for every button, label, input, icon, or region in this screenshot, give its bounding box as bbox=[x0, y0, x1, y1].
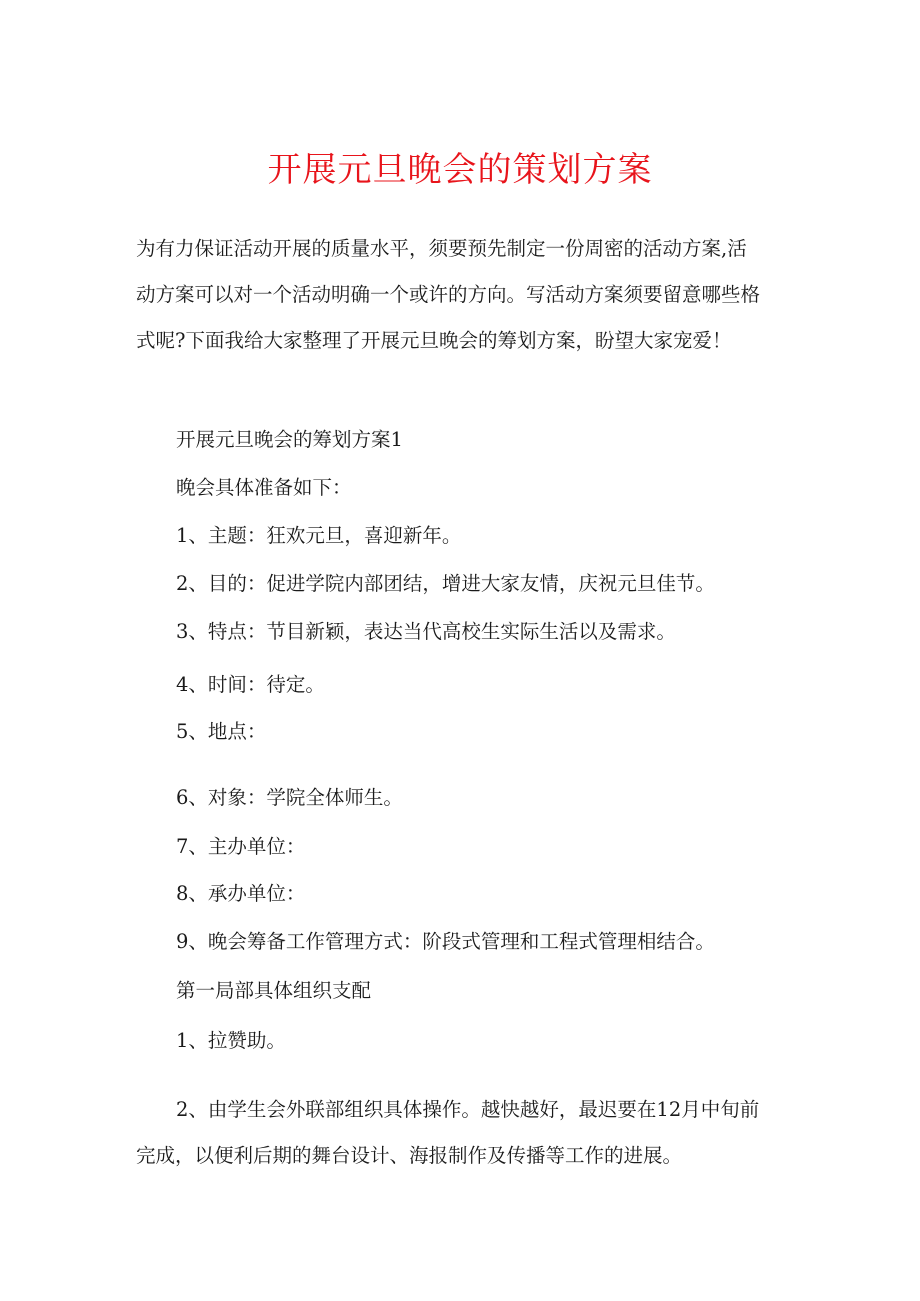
list-item: 1、主题：狂欢元旦，喜迎新年。 bbox=[176, 524, 462, 547]
intro-line: 为有力保证活动开展的质量水平，须要预先制定一份周密的活动方案,活 bbox=[136, 237, 747, 260]
intro-line: 式呢?下面我给大家整理了开展元旦晚会的筹划方案，盼望大家宠爱！ bbox=[136, 329, 732, 352]
prep-heading: 晚会具体准备如下： bbox=[176, 476, 352, 499]
list-item: 1、拉赞助。 bbox=[176, 1029, 286, 1052]
list-item: 4、时间：待定。 bbox=[176, 673, 325, 696]
list-item: 3、特点：节目新颖，表达当代高校生实际生活以及需求。 bbox=[176, 620, 676, 643]
intro-line: 动方案可以对一个活动明确一个或许的方向。写活动方案须要留意哪些格 bbox=[136, 283, 761, 306]
intro-paragraph bbox=[136, 226, 796, 364]
list-item: 7、主办单位： bbox=[176, 835, 306, 858]
list-item: 2、目的：促进学院内部团结，增进大家友情，庆祝元旦佳节。 bbox=[176, 572, 715, 595]
stage-item-paragraph bbox=[136, 1087, 796, 1179]
stage-heading: 第一局部具体组织支配 bbox=[176, 979, 372, 1002]
page-title: 开展元旦晚会的策划方案 bbox=[267, 150, 653, 190]
list-item: 5、地点： bbox=[176, 720, 267, 743]
list-item: 6、对象：学院全体师生。 bbox=[176, 786, 403, 809]
paragraph-line: 2、由学生会外联部组织具体操作。越快越好，最迟要在12月中旬前 bbox=[176, 1098, 760, 1121]
list-item: 8、承办单位： bbox=[176, 882, 306, 905]
paragraph-line: 完成，以便利后期的舞台设计、海报制作及传播等工作的进展。 bbox=[136, 1144, 683, 1167]
list-item: 9、晚会筹备工作管理方式：阶段式管理和工程式管理相结合。 bbox=[176, 930, 715, 953]
section-heading: 开展元旦晚会的筹划方案1 bbox=[176, 428, 403, 451]
